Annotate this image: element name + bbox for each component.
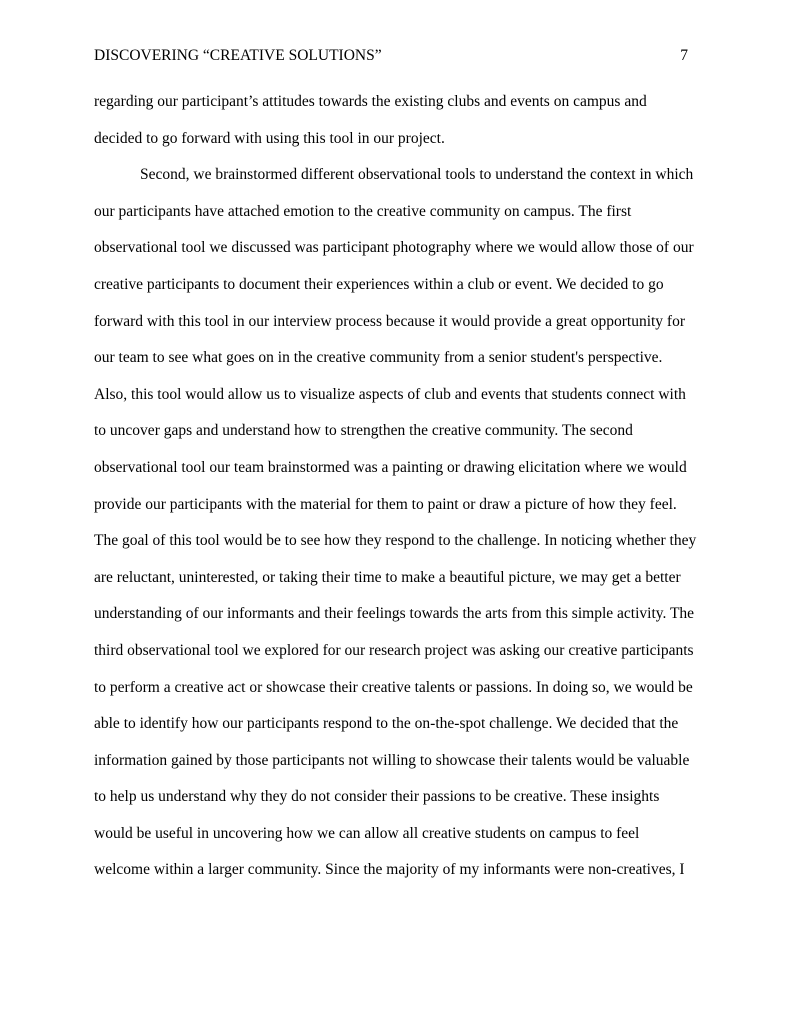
- text-line: Also, this tool would allow us to visualize aspects of club and events that students connect with: [94, 385, 686, 403]
- text-line: our team to see what goes on in the creative community from a senior student's perspective.: [94, 349, 663, 367]
- text-line: observational tool we discussed was participant photography where we would allow those of our: [94, 239, 694, 257]
- text-line: our participants have attached emotion to the creative community on campus. The first: [94, 202, 632, 220]
- text-line: are reluctant, uninterested, or taking their time to make a beautiful picture, we may get a better: [94, 568, 681, 586]
- text-line: observational tool our team brainstormed was a painting or drawing elicitation where we would: [94, 458, 687, 476]
- text-line: third observational tool we explored for our research project was asking our creative participants: [94, 641, 694, 659]
- page-number: 7: [680, 47, 688, 64]
- text-line: to help us understand why they do not consider their passions to be creative. These insights: [94, 788, 660, 806]
- text-line: The goal of this tool would be to see how they respond to the challenge. In noticing whether they: [94, 532, 697, 550]
- text-line: would be useful in uncovering how we can allow all creative students on campus to feel: [94, 824, 640, 842]
- running-head: DISCOVERING “CREATIVE SOLUTIONS”: [94, 47, 382, 64]
- text-line: to perform a creative act or showcase their creative talents or passions. In doing so, we would be: [94, 678, 693, 696]
- text-line: welcome within a larger community. Since the majority of my informants were non-creatives, I: [94, 861, 685, 879]
- text-line: information gained by those participants not willing to showcase their talents would be valuable: [94, 751, 690, 769]
- text-line: creative participants to document their experiences within a club or event. We decided to go: [94, 275, 664, 293]
- text-line: able to identify how our participants respond to the on-the-spot challenge. We decided that the: [94, 715, 679, 733]
- paragraph-start-line: Second, we brainstormed different observational tools to understand the context in which: [140, 166, 694, 184]
- text-line: forward with this tool in our interview process because it would provide a great opportunity for: [94, 312, 686, 330]
- body-text: [94, 92, 698, 897]
- text-line: decided to go forward with using this tool in our project.: [94, 129, 445, 147]
- text-line: understanding of our informants and their feelings towards the arts from this simple activity. The: [94, 605, 695, 623]
- text-line: provide our participants with the material for them to paint or draw a picture of how they feel.: [94, 495, 677, 513]
- text-line: to uncover gaps and understand how to strengthen the creative community. The second: [94, 422, 633, 440]
- text-line: regarding our participant’s attitudes towards the existing clubs and events on campus and: [94, 93, 647, 110]
